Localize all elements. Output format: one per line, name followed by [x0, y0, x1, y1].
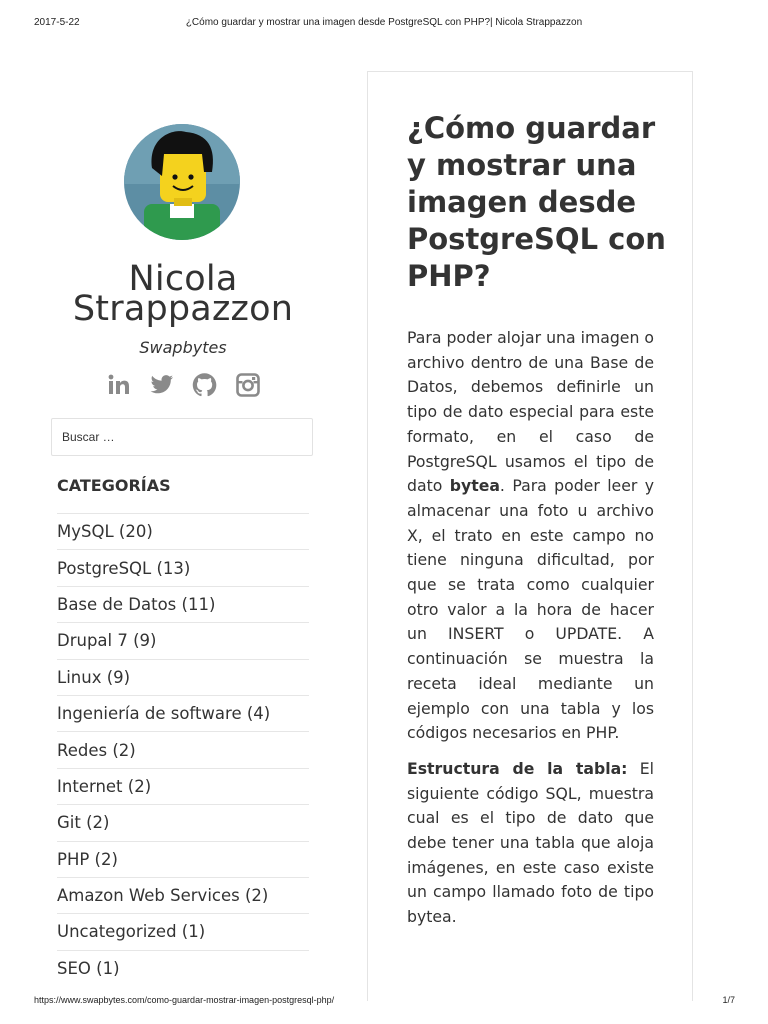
- site-title-line1: Nicola: [128, 259, 238, 299]
- category-link[interactable]: Ingeniería de software (4): [57, 695, 309, 731]
- category-link[interactable]: Uncategorized (1): [57, 913, 309, 949]
- categories-heading: CATEGORÍAS: [57, 476, 171, 495]
- page-number: 1/7: [722, 995, 735, 1005]
- print-page-title: ¿Cómo guardar y mostrar una imagen desde PostgreSQL con PHP?| Nicola Strappazzon: [185, 17, 583, 28]
- bold-text: bytea: [449, 476, 500, 496]
- github-icon[interactable]: [192, 372, 217, 397]
- post-title: ¿Cómo guardar y mostrar una imagen desde PostgreSQL con PHP?: [407, 111, 666, 293]
- article: [367, 71, 693, 1001]
- category-link[interactable]: Drupal 7 (9): [57, 622, 309, 658]
- paragraph-text: . Para poder leer y almacenar una foto u archivo X, el trato en este campo no tiene ninguna dificultad, por que se trata como cualquier otro valor a la hora de hacer un INSERT o UPDATE. A continuación se muestra la receta ideal mediante un ejemplo con una tabla y los códigos necesarios en PHP.: [407, 476, 654, 743]
- category-link[interactable]: Base de Datos (11): [57, 586, 309, 622]
- category-link[interactable]: Git (2): [57, 804, 309, 840]
- avatar[interactable]: [124, 124, 240, 240]
- instagram-icon[interactable]: [235, 372, 260, 397]
- search-input[interactable]: Buscar …: [51, 418, 313, 456]
- paragraph-text: El siguiente código SQL, muestra cual es el tipo de dato que debe tener una tabla que aloja imágenes, en este caso existe un campo llamado foto de tipo bytea.: [407, 758, 654, 927]
- paragraph-text: Para poder alojar una imagen o archivo dentro de una Base de Datos, debemos definirle un tipo de dato especial para este formato, en el caso de PostgreSQL usamos el tipo de dato: [407, 328, 654, 496]
- category-link[interactable]: Amazon Web Services (2): [57, 877, 309, 913]
- category-link[interactable]: Linux (9): [57, 659, 309, 695]
- bold-text: Estructura de la tabla:: [407, 758, 628, 778]
- category-link[interactable]: MySQL (20): [57, 513, 309, 549]
- print-url: https://www.swapbytes.com/como-guardar-mostrar-imagen-postgresql-php/: [34, 995, 335, 1005]
- categories-list: [57, 513, 309, 986]
- site-tagline: Swapbytes: [139, 338, 227, 357]
- category-link[interactable]: Redes (2): [57, 731, 309, 767]
- paragraph: [407, 757, 654, 930]
- category-link[interactable]: SEO (1): [57, 950, 309, 986]
- category-link[interactable]: PHP (2): [57, 841, 309, 877]
- site-title-line2: Strappazzon: [72, 289, 294, 329]
- site-title[interactable]: [51, 259, 315, 329]
- twitter-icon[interactable]: [149, 372, 174, 397]
- post-body: [407, 326, 654, 941]
- linkedin-icon[interactable]: [106, 372, 131, 397]
- paragraph: [407, 326, 654, 746]
- social-links: [51, 372, 315, 397]
- category-link[interactable]: PostgreSQL (13): [57, 549, 309, 585]
- print-date: 2017-5-22: [34, 17, 80, 28]
- category-link[interactable]: Internet (2): [57, 768, 309, 804]
